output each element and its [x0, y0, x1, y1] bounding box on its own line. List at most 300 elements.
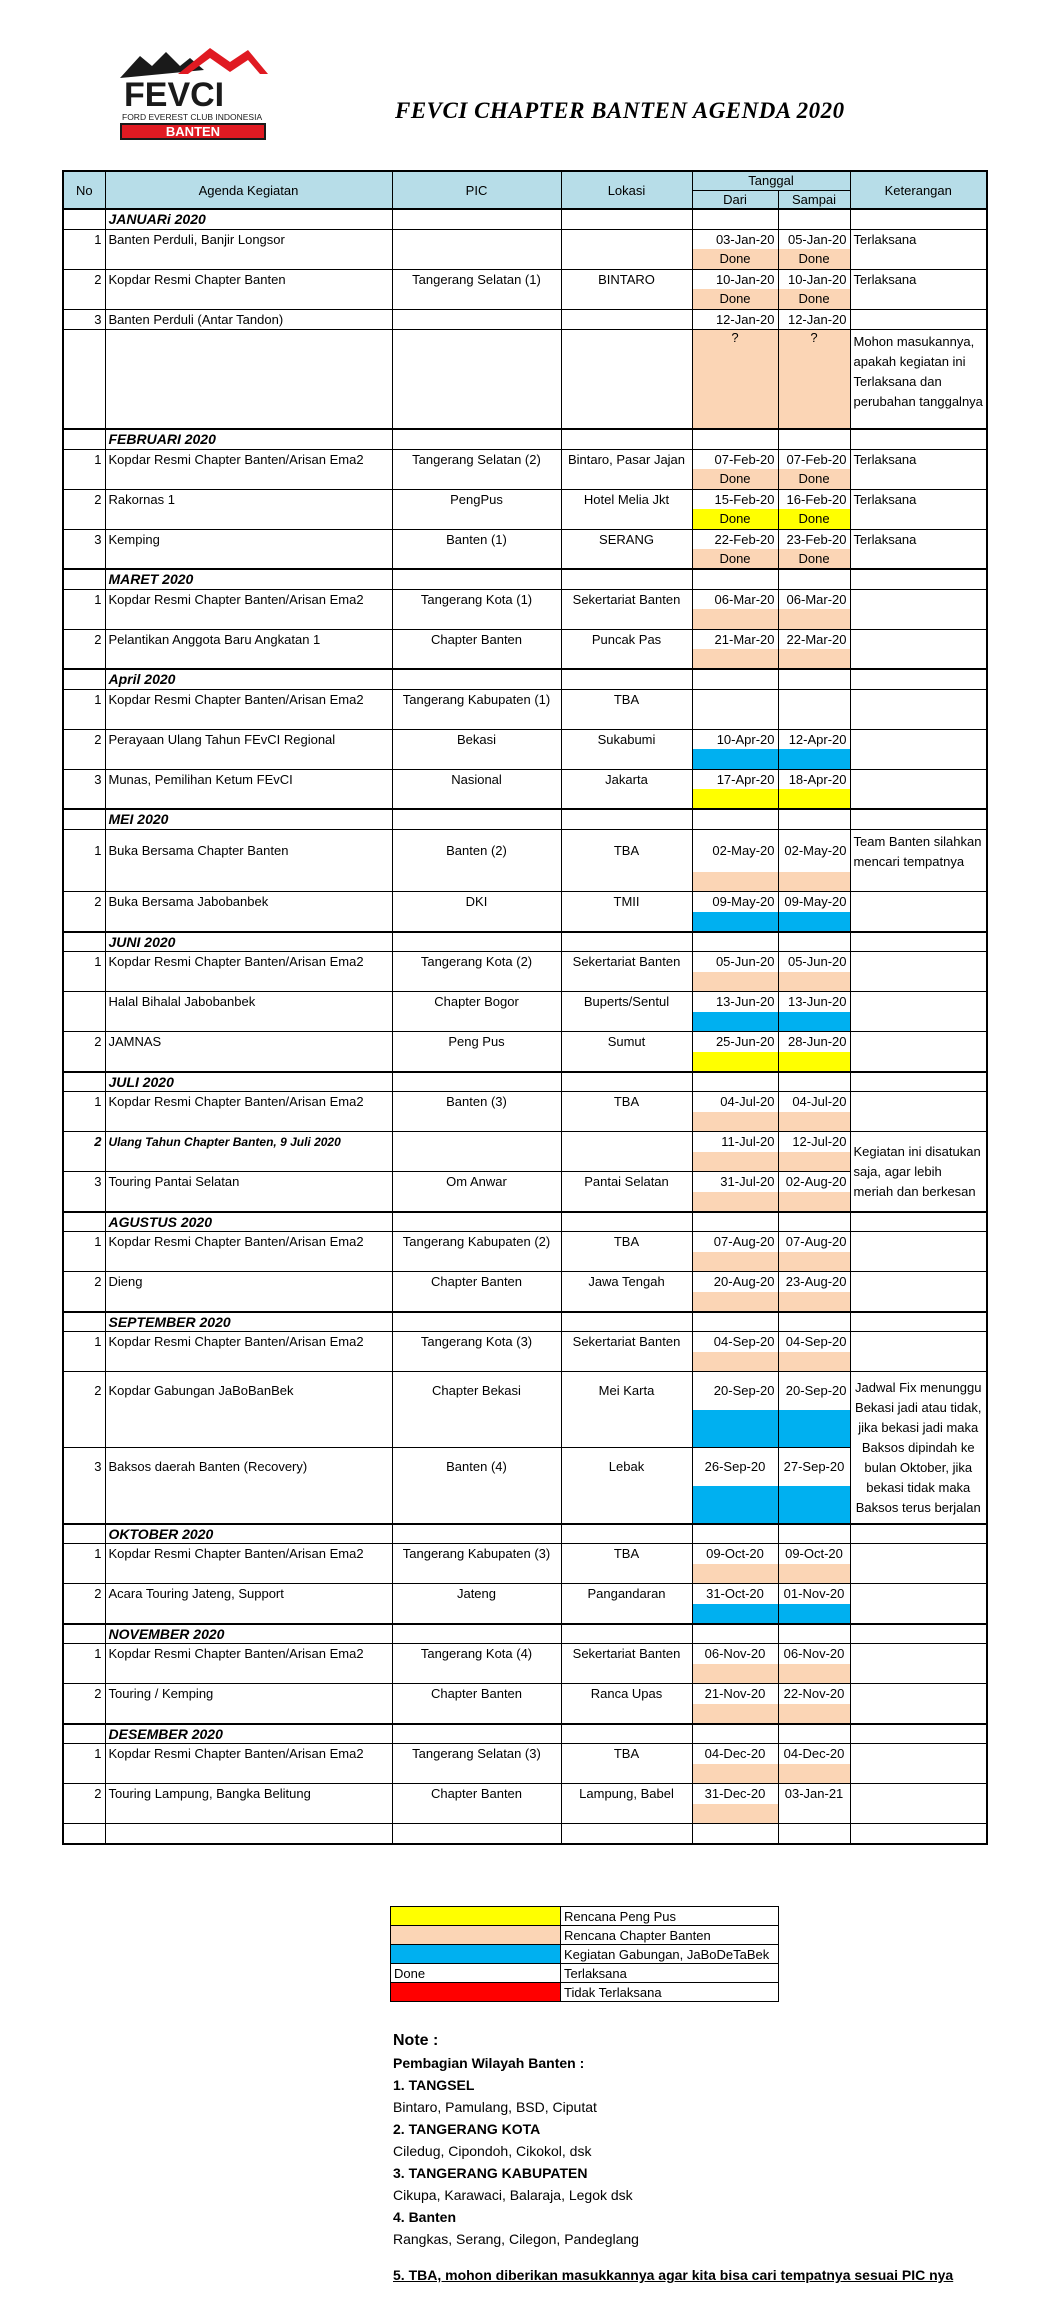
row-sampai: 12-Apr-20 [778, 729, 850, 749]
row-dari: 13-Jun-20 [692, 992, 778, 1012]
row-lokasi: SERANG [561, 529, 692, 549]
row-no: 3 [63, 1448, 105, 1486]
row-no: 2 [63, 729, 105, 749]
row-keterangan [850, 1272, 987, 1292]
row-lokasi: TBA [561, 1544, 692, 1564]
row-sampai: 27-Sep-20 [778, 1448, 850, 1486]
region-name: 2. TANGERANG KOTA [393, 2121, 541, 2137]
row-keterangan [850, 1332, 987, 1352]
row-note: Team Banten silahkan mencari tempatnya [850, 829, 987, 872]
row-keterangan [850, 1584, 987, 1604]
row-lokasi: TBA [561, 1232, 692, 1252]
row-agenda: Perayaan Ulang Tahun FEvCI Regional [105, 729, 392, 749]
row-pic: Banten (1) [392, 529, 561, 549]
row-dari: 26-Sep-20 [692, 1448, 778, 1486]
row-dari: 10-Jan-20 [692, 269, 778, 289]
row-pic: Banten (4) [392, 1448, 561, 1486]
table-row [63, 529, 987, 549]
row-dari: 20-Sep-20 [692, 1372, 778, 1410]
status-row [63, 1192, 987, 1212]
month-label: NOVEMBER 2020 [105, 1624, 392, 1644]
status-cell: Done [692, 289, 778, 309]
status-row [63, 709, 987, 729]
legend-swatch [391, 1945, 561, 1964]
row-sampai: 07-Feb-20 [778, 449, 850, 469]
row-note: Mohon masukannya, apakah kegiatan ini Terlaksana dan perubahan tanggalnya [850, 329, 987, 429]
row-agenda: Kopdar Resmi Chapter Banten/Arisan Ema2 [105, 689, 392, 709]
row-agenda: Baksos daerah Banten (Recovery) [105, 1448, 392, 1486]
row-pic: Banten (3) [392, 1092, 561, 1112]
row-agenda: Buka Bersama Jabobanbek [105, 892, 392, 912]
row-lokasi: BINTARO [561, 269, 692, 289]
legend-item [391, 1983, 779, 2002]
month-label: AGUSTUS 2020 [105, 1212, 392, 1232]
status-row [63, 1604, 987, 1624]
row-sampai: 13-Jun-20 [778, 992, 850, 1012]
header-no: No [63, 171, 105, 209]
table-row [63, 1544, 987, 1564]
row-pic: Chapter Banten [392, 629, 561, 649]
status-row [63, 1012, 987, 1032]
row-pic: Tangerang Kabupaten (1) [392, 689, 561, 709]
row-no: 1 [63, 1232, 105, 1252]
row-sampai: 12-Jul-20 [778, 1132, 850, 1152]
row-pic: Chapter Banten [392, 1784, 561, 1804]
month-row [63, 1212, 987, 1232]
row-keterangan [850, 892, 987, 912]
row-keterangan [850, 729, 987, 749]
row-agenda: Kopdar Resmi Chapter Banten/Arisan Ema2 [105, 1332, 392, 1352]
row-agenda: Kopdar Resmi Chapter Banten/Arisan Ema2 [105, 589, 392, 609]
agenda-table [62, 170, 988, 1845]
status-row [63, 1564, 987, 1584]
row-sampai: 04-Jul-20 [778, 1092, 850, 1112]
month-label: DESEMBER 2020 [105, 1724, 392, 1744]
status-row [63, 1704, 987, 1724]
row-agenda: Kopdar Resmi Chapter Banten/Arisan Ema2 [105, 1544, 392, 1564]
row-pic: Chapter Bogor [392, 992, 561, 1012]
table-row [63, 489, 987, 509]
row-no [63, 992, 105, 1012]
row-lokasi: Sekertariat Banten [561, 952, 692, 972]
row-no: 3 [63, 1172, 105, 1192]
row-keterangan [850, 1032, 987, 1052]
row-no: 3 [63, 309, 105, 329]
row-keterangan [850, 589, 987, 609]
row-dari: 07-Feb-20 [692, 449, 778, 469]
status-row [63, 1052, 987, 1072]
table-row [63, 689, 987, 709]
row-sampai: 16-Feb-20 [778, 489, 850, 509]
svg-text:BANTEN: BANTEN [165, 124, 221, 139]
row-keterangan [850, 1544, 987, 1564]
legend-label: Kegiatan Gabungan, JaBoDeTaBek [561, 1945, 779, 1964]
row-dari: 31-Dec-20 [692, 1784, 778, 1804]
month-row [63, 669, 987, 689]
row-pic: Chapter Banten [392, 1272, 561, 1292]
row-keterangan [850, 1684, 987, 1704]
row-sampai: 05-Jun-20 [778, 952, 850, 972]
row-lokasi: Buperts/Sentul [561, 992, 692, 1012]
row-keterangan [850, 1744, 987, 1764]
row-keterangan [850, 992, 987, 1012]
row-no: 1 [63, 1644, 105, 1664]
row-no: 1 [63, 1544, 105, 1564]
row-dari: 11-Jul-20 [692, 1132, 778, 1152]
row-dari: 22-Feb-20 [692, 529, 778, 549]
row-sampai: 02-Aug-20 [778, 1172, 850, 1192]
row-pic: Tangerang Kota (1) [392, 589, 561, 609]
notes-footer: 5. TBA, mohon diberikan masukkannya agar kita bisa cari tempatnya sesuai PIC nya [393, 2267, 954, 2283]
row-lokasi: Mei Karta [561, 1372, 692, 1410]
status-row [63, 1410, 987, 1448]
table-row [63, 1232, 987, 1252]
notes-title: Note : [393, 2032, 439, 2049]
header-lokasi: Lokasi [561, 171, 692, 209]
status-row [63, 1112, 987, 1132]
row-agenda: Dieng [105, 1272, 392, 1292]
row-agenda: Kopdar Resmi Chapter Banten/Arisan Ema2 [105, 449, 392, 469]
row-no: 1 [63, 1332, 105, 1352]
row-lokasi: Bintaro, Pasar Jajan [561, 449, 692, 469]
row-dari: 04-Dec-20 [692, 1744, 778, 1764]
row-lokasi: Lebak [561, 1448, 692, 1486]
row-no: 1 [63, 952, 105, 972]
status-row [63, 1764, 987, 1784]
table-row [63, 1744, 987, 1764]
month-row [63, 569, 987, 589]
row-lokasi: Jawa Tengah [561, 1272, 692, 1292]
row-note: Kegiatan ini disatukan saja, agar lebih meriah dan berkesan [850, 1132, 987, 1212]
legend-item [391, 1964, 779, 1983]
row-dari: 09-May-20 [692, 892, 778, 912]
table-row [63, 1448, 987, 1486]
row-no: 2 [63, 1584, 105, 1604]
status-row [63, 789, 987, 809]
row-dari: 04-Jul-20 [692, 1092, 778, 1112]
row-dari [692, 689, 778, 709]
row-agenda: Kopdar Resmi Chapter Banten [105, 269, 392, 289]
row-lokasi: Ranca Upas [561, 1684, 692, 1704]
status-row [63, 249, 987, 269]
legend-swatch [391, 1926, 561, 1945]
row-lokasi: Sumut [561, 1032, 692, 1052]
row-agenda: Kopdar Resmi Chapter Banten/Arisan Ema2 [105, 1232, 392, 1252]
row-sampai: 23-Feb-20 [778, 529, 850, 549]
row-no: 1 [63, 1092, 105, 1112]
status-row [63, 469, 987, 489]
status-row [63, 1152, 987, 1172]
row-agenda: Touring Lampung, Bangka Belitung [105, 1784, 392, 1804]
row-lokasi: Sekertariat Banten [561, 1332, 692, 1352]
month-label: MARET 2020 [105, 569, 392, 589]
row-sampai: 04-Sep-20 [778, 1332, 850, 1352]
status-cell: Done [692, 549, 778, 569]
row-no: 2 [63, 892, 105, 912]
row-no: 2 [63, 1372, 105, 1410]
row-keterangan: Terlaksana [850, 229, 987, 249]
row-pic: Tangerang Selatan (2) [392, 449, 561, 469]
table-row [63, 1092, 987, 1112]
row-pic: Tangerang Kota (2) [392, 952, 561, 972]
row-pic: Chapter Banten [392, 1684, 561, 1704]
row-sampai: 12-Jan-20 [778, 309, 850, 329]
table-row [63, 952, 987, 972]
month-row [63, 1072, 987, 1092]
status-cell: Done [692, 469, 778, 489]
row-agenda: Kopdar Gabungan JaBoBanBek [105, 1372, 392, 1410]
table-row [63, 309, 987, 329]
header-sampai: Sampai [778, 190, 850, 209]
status-row [63, 549, 987, 569]
status-cell: Done [778, 249, 850, 269]
row-no: 1 [63, 229, 105, 249]
row-lokasi: TBA [561, 1092, 692, 1112]
row-pic: Nasional [392, 769, 561, 789]
row-sampai: 06-Nov-20 [778, 1644, 850, 1664]
month-label: OKTOBER 2020 [105, 1524, 392, 1544]
row-pic: Tangerang Selatan (1) [392, 269, 561, 289]
row-keterangan [850, 952, 987, 972]
status-row [63, 289, 987, 309]
status-row [63, 912, 987, 932]
row-pic [392, 229, 561, 249]
month-row [63, 809, 987, 829]
status-cell: Done [692, 509, 778, 529]
row-lokasi: TBA [561, 1744, 692, 1764]
row-keterangan [850, 309, 987, 329]
document-title: FEVCI CHAPTER BANTEN AGENDA 2020 [395, 98, 845, 123]
row-keterangan [850, 629, 987, 649]
row-no: 1 [63, 689, 105, 709]
table-row [63, 1372, 987, 1410]
row-no: 3 [63, 769, 105, 789]
table-row [63, 1644, 987, 1664]
row-lokasi [561, 1132, 692, 1152]
row-pic: Om Anwar [392, 1172, 561, 1192]
row-agenda: Acara Touring Jateng, Support [105, 1584, 392, 1604]
row-sampai: 23-Aug-20 [778, 1272, 850, 1292]
status-cell: Done [778, 469, 850, 489]
month-row [63, 1624, 987, 1644]
legend-label: Tidak Terlaksana [561, 1983, 779, 2002]
status-row [63, 872, 987, 892]
month-row [63, 1724, 987, 1744]
row-sampai: 10-Jan-20 [778, 269, 850, 289]
row-keterangan [850, 1092, 987, 1112]
row-pic: Jateng [392, 1584, 561, 1604]
status-row [63, 649, 987, 669]
row-agenda: Kopdar Resmi Chapter Banten/Arisan Ema2 [105, 952, 392, 972]
row-lokasi: TBA [561, 829, 692, 872]
row-keterangan: Terlaksana [850, 449, 987, 469]
region-areas: Rangkas, Serang, Cilegon, Pandeglang [393, 2231, 639, 2247]
status-cell: ? [778, 329, 850, 429]
row-dari: 06-Nov-20 [692, 1644, 778, 1664]
month-label: FEBRUARI 2020 [105, 429, 392, 449]
month-row [63, 209, 987, 229]
row-dari: 07-Aug-20 [692, 1232, 778, 1252]
row-no: 1 [63, 449, 105, 469]
row-sampai: 06-Mar-20 [778, 589, 850, 609]
region-areas: Cikupa, Karawaci, Balaraja, Legok dsk [393, 2187, 633, 2203]
status-row [63, 1486, 987, 1524]
status-row [63, 749, 987, 769]
month-label: MEI 2020 [105, 809, 392, 829]
row-sampai: 28-Jun-20 [778, 1032, 850, 1052]
legend-item [391, 1945, 779, 1964]
legend-label: Terlaksana [561, 1964, 779, 1983]
row-sampai: 20-Sep-20 [778, 1372, 850, 1410]
fevci-logo [118, 48, 268, 143]
row-agenda: Rakornas 1 [105, 489, 392, 509]
status-row [63, 1664, 987, 1684]
row-lokasi [561, 309, 692, 329]
row-agenda: Buka Bersama Chapter Banten [105, 829, 392, 872]
status-row [63, 1352, 987, 1372]
table-row [63, 1132, 987, 1152]
row-lokasi: Sukabumi [561, 729, 692, 749]
status-cell: ? [692, 329, 778, 429]
notes-section [393, 2030, 953, 2286]
legend-swatch [391, 1983, 561, 2002]
row-sampai: 09-Oct-20 [778, 1544, 850, 1564]
row-pic: Bekasi [392, 729, 561, 749]
row-no: 2 [63, 489, 105, 509]
table-row [63, 589, 987, 609]
row-no: 3 [63, 529, 105, 549]
row-lokasi: Pangandaran [561, 1584, 692, 1604]
row-lokasi: TMII [561, 892, 692, 912]
row-no: 1 [63, 1744, 105, 1764]
table-row [63, 1032, 987, 1052]
row-dari: 06-Mar-20 [692, 589, 778, 609]
row-pic: Tangerang Kabupaten (2) [392, 1232, 561, 1252]
month-row [63, 1312, 987, 1332]
month-row [63, 932, 987, 952]
table-row [63, 892, 987, 912]
table-row [63, 1784, 987, 1804]
status-cell: Done [692, 249, 778, 269]
row-no: 2 [63, 1032, 105, 1052]
row-sampai: 04-Dec-20 [778, 1744, 850, 1764]
row-sampai: 05-Jan-20 [778, 229, 850, 249]
row-sampai: 22-Mar-20 [778, 629, 850, 649]
month-row [63, 429, 987, 449]
status-cell: Done [778, 549, 850, 569]
row-sampai [778, 689, 850, 709]
row-sampai: 03-Jan-21 [778, 1784, 850, 1804]
row-keterangan: Terlaksana [850, 489, 987, 509]
table-row [63, 829, 987, 872]
table-row [63, 1272, 987, 1292]
row-dari: 03-Jan-20 [692, 229, 778, 249]
row-no: 2 [63, 269, 105, 289]
row-dari: 02-May-20 [692, 829, 778, 872]
status-cell: Done [778, 289, 850, 309]
month-label: SEPTEMBER 2020 [105, 1312, 392, 1332]
row-no: 1 [63, 589, 105, 609]
status-row [63, 1292, 987, 1312]
table-row [63, 449, 987, 469]
row-dari: 21-Nov-20 [692, 1684, 778, 1704]
legend-swatch [391, 1907, 561, 1926]
row-pic: DKI [392, 892, 561, 912]
row-no: 1 [63, 829, 105, 872]
region-areas: Bintaro, Pamulang, BSD, Ciputat [393, 2099, 597, 2115]
legend [390, 1906, 779, 2002]
row-pic: Tangerang Kabupaten (3) [392, 1544, 561, 1564]
row-sampai: 07-Aug-20 [778, 1232, 850, 1252]
row-lokasi: Sekertariat Banten [561, 1644, 692, 1664]
row-dari: 17-Apr-20 [692, 769, 778, 789]
status-row [63, 609, 987, 629]
month-label: JUNI 2020 [105, 932, 392, 952]
row-lokasi [561, 229, 692, 249]
row-dari: 31-Oct-20 [692, 1584, 778, 1604]
header-dari: Dari [692, 190, 778, 209]
table-row [63, 769, 987, 789]
row-dari: 09-Oct-20 [692, 1544, 778, 1564]
row-agenda: Banten Perduli, Banjir Longsor [105, 229, 392, 249]
status-row [63, 1252, 987, 1272]
status-row [63, 972, 987, 992]
status-row [63, 329, 987, 429]
row-pic: PengPus [392, 489, 561, 509]
row-note: Jadwal Fix menunggu Bekasi jadi atau tidak, jika bekasi jadi maka Baksos dipindah ke bulan Oktober, jika bekasi tidak maka Baksos terus berjalan [850, 1372, 987, 1524]
legend-label: Rencana Peng Pus [561, 1907, 779, 1926]
row-lokasi: TBA [561, 689, 692, 709]
row-sampai: 22-Nov-20 [778, 1684, 850, 1704]
row-dari: 25-Jun-20 [692, 1032, 778, 1052]
row-no: 2 [63, 629, 105, 649]
row-keterangan [850, 769, 987, 789]
month-label: April 2020 [105, 669, 392, 689]
row-keterangan [850, 1644, 987, 1664]
row-agenda: Kopdar Resmi Chapter Banten/Arisan Ema2 [105, 1744, 392, 1764]
row-keterangan [850, 689, 987, 709]
row-lokasi: Pantai Selatan [561, 1172, 692, 1192]
row-pic: Banten (2) [392, 829, 561, 872]
table-row [63, 729, 987, 749]
row-dari: 31-Jul-20 [692, 1172, 778, 1192]
row-sampai: 18-Apr-20 [778, 769, 850, 789]
legend-swatch: Done [391, 1964, 561, 1983]
row-agenda: Kopdar Resmi Chapter Banten/Arisan Ema2 [105, 1644, 392, 1664]
row-agenda: Touring / Kemping [105, 1684, 392, 1704]
row-lokasi: Jakarta [561, 769, 692, 789]
table-row [63, 629, 987, 649]
row-keterangan: Terlaksana [850, 529, 987, 549]
row-dari: 21-Mar-20 [692, 629, 778, 649]
row-dari: 04-Sep-20 [692, 1332, 778, 1352]
row-agenda: Kemping [105, 529, 392, 549]
region-name: 4. Banten [393, 2209, 457, 2225]
row-keterangan [850, 1232, 987, 1252]
month-label: JULI 2020 [105, 1072, 392, 1092]
row-pic: Peng Pus [392, 1032, 561, 1052]
region-areas: Ciledug, Cipondoh, Cikokol, dsk [393, 2143, 592, 2159]
row-pic: Tangerang Kota (3) [392, 1332, 561, 1352]
row-sampai: 09-May-20 [778, 892, 850, 912]
row-no: 2 [63, 1784, 105, 1804]
status-row [63, 509, 987, 529]
row-dari: 05-Jun-20 [692, 952, 778, 972]
legend-label: Rencana Chapter Banten [561, 1926, 779, 1945]
table-row [63, 1332, 987, 1352]
row-dari: 15-Feb-20 [692, 489, 778, 509]
row-pic: Tangerang Selatan (3) [392, 1744, 561, 1764]
